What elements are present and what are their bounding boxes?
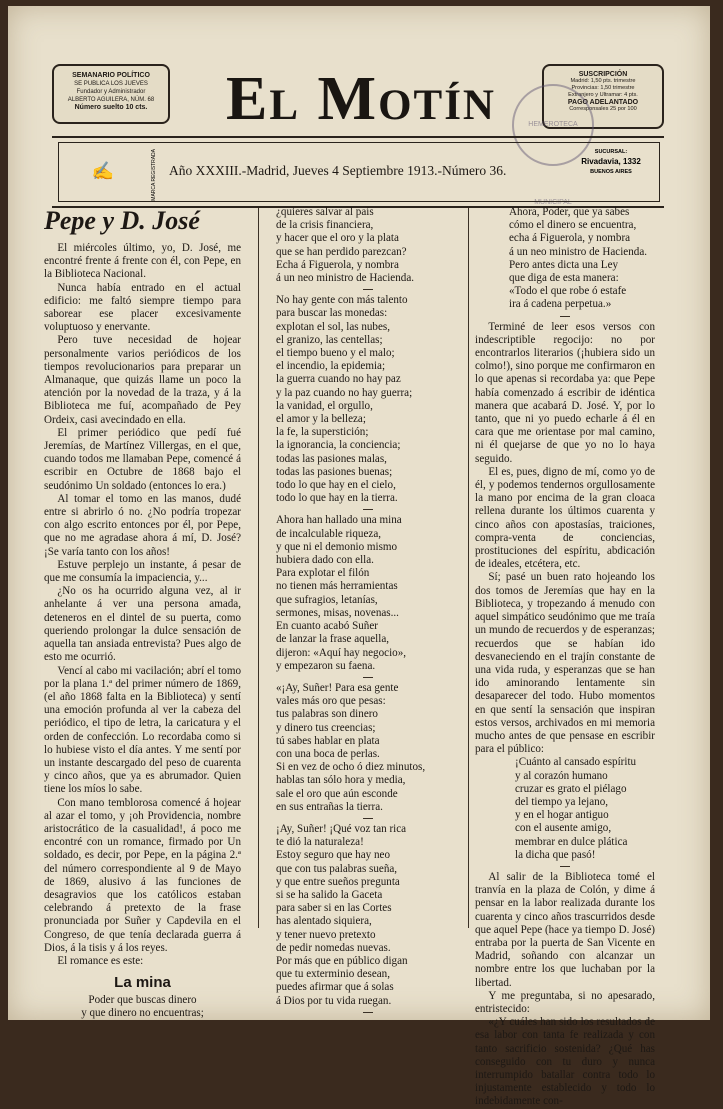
poem-line: y tener nuevo pretexto (276, 928, 376, 941)
column-1 (44, 206, 241, 1021)
poem-line: En cuanto acabó Suñer (276, 620, 378, 633)
poem-line: la guerra cuando no hay paz (276, 373, 401, 386)
poem-line: Poder que buscas dinero (88, 994, 197, 1007)
poem-line: todo lo que hay en la tierra. (276, 492, 398, 505)
poem-line: «Todo el que robe ó estafe (509, 285, 627, 298)
poem-line: á un neo ministro de Hacienda. (509, 245, 648, 258)
left-box-line: SE PUBLICA LOS JUEVES (74, 81, 148, 87)
poem-line: y la paz cuando no hay guerra; (276, 386, 413, 399)
right-box-line: Extranjero y Ultramar: 4 pts. (568, 92, 638, 98)
paragraph: Nunca había entrado en el actual edificio: me faltó siempre tiempo para saborear ese placer excesivamente voluptuoso y enervante. (44, 281, 241, 334)
trademark-text: MARCA REGISTRADA (151, 149, 157, 201)
separator (363, 289, 373, 290)
poem-line: No hay gente con más talento (276, 294, 408, 307)
poem-line: puedes afirmar que á solas (276, 981, 394, 994)
poem-line: que se han perdido parezcan? (276, 245, 407, 258)
poem-line: para buscar las monedas: (276, 307, 388, 320)
paragraph: Terminé de leer esos versos con indescriptible regocijo: no por encontrarlos literarios (¡hubiera sido un colmo!), sino porque me confirmaron en lo que apenas si recordaba ya: que Pepe había comenzado á escribir de idéntica manera que acabará D. José. Y, por lo tanto, que ni yo puedo echarle á él en cara que me orientase por mal camino, ni él quejarse de que yo no lo haya seguido. (475, 320, 655, 465)
poem-line: Para explotar el filón (276, 567, 370, 580)
paragraph: Y me preguntaba, si no apesarado, entristecido: (475, 989, 655, 1015)
poem-line: el incendio, la epidemia; (276, 360, 386, 373)
poem-line: del tiempo ya lejano, (515, 795, 609, 808)
poem-line: y que dinero no encuentras; (81, 1007, 204, 1020)
poem-line: Ahora han hallado una mina (276, 514, 402, 527)
poem-line: la ignorancia, la conciencia; (276, 439, 401, 452)
poem-line: membrar en dulce plática (515, 835, 628, 848)
paragraph: El romance es este: (57, 954, 144, 967)
poem-line: Pero antes dicta una Ley (509, 258, 619, 271)
stanza (276, 294, 460, 505)
poem-line: ira á cadena perpetua.» (509, 298, 612, 311)
poem-line: cómo el dinero se encuentra, (509, 219, 637, 232)
masthead-left-box (52, 64, 170, 124)
dateline: Año XXXIII.-Madrid, Jueves 4 Septiembre 1913.-Número 36. (169, 163, 507, 178)
left-box-line: ALBERTO AGUILERA, NÚM. 68 (67, 97, 155, 103)
poem-line: Ahora, Poder, que ya sabes (509, 206, 630, 218)
stanza (276, 206, 460, 285)
poem-line: la dicha que pasó! (515, 848, 596, 861)
article-heading: Pepe y D. José (44, 206, 200, 235)
newspaper-title: El Motín (226, 65, 496, 133)
separator (363, 1012, 373, 1013)
poem-line: y que ni el demonio mismo (276, 540, 398, 553)
poem-line: todas las pasiones malas, (276, 452, 387, 465)
address-label: SUCURSAL: (594, 149, 628, 155)
poem-line: con el ausente amigo, (515, 822, 612, 835)
right-box-line: PAGO ADELANTADO (567, 99, 639, 106)
poem-line: y empezaron su faena. (276, 659, 376, 672)
paragraph: «¿Y cuáles han sido los resultados de esa labor con tanta fe realizada y con tanto sacrificio sostenida? ¿Qué has conseguido con tu duro y nunca interrumpido batallar contra todo lo injustamente establecido y todo lo indebidamente con- (475, 1016, 655, 1108)
poem-line: de la crisis financiera, (276, 219, 374, 232)
poem-line: vales más oro que pesas: (276, 695, 386, 708)
branch-address (571, 147, 651, 177)
paragraph: Con mano temblorosa comencé á hojear al azar el tomo, y ¡oh Providencia, nombre aristocrático de la casualidad!, á poco me encontré con un romance, firmado por Un soldado, es decir, por Pepe, en la página 2.ª del número correspondiente al 9 de Mayo de 1869, alusivo á las funciones de desagravios que los católicos estaban celebrando á pretexto de la frase pronunciada por Suñer y Capdevila en el Congreso, de que tenía declarada guerra á Dios, á la tisis y á los reyes. (44, 796, 241, 954)
left-box-line: SEMANARIO POLÍTICO (72, 72, 150, 79)
poem-line: que tu exterminio desean, (276, 968, 390, 981)
poem-line: el amor y la belleza; (276, 413, 366, 426)
poem-line: de incalculable riqueza, (276, 527, 382, 540)
left-box-line: Fundador y Administrador (76, 89, 146, 95)
poem-line: Echa á Figuerola, y nombra (276, 258, 399, 271)
poem-line: todas las pasiones buenas; (276, 465, 393, 478)
poem-line: «¡Ay, Suñer! Para esa gente (276, 681, 399, 694)
stamp-text: HEMEROTECA MUNICIPAL (528, 121, 578, 206)
poem-line: si se ha salido la Gaceta (276, 888, 383, 901)
quoted-poem (475, 756, 655, 862)
poem-line: hablas tan sólo hora y media, (276, 774, 406, 787)
poem-line: Por más que en público digan (276, 954, 408, 967)
right-box-line: Madrid: 1,50 pts. trimestre (570, 78, 636, 84)
stanza (276, 823, 460, 1008)
column-2 (276, 206, 460, 1017)
poem-line: y al corazón humano (515, 769, 608, 782)
poem-line: te dió la naturaleza! (276, 836, 364, 849)
paragraph: Sí; pasé un buen rato hojeando los dos tomos de Jeremías que hay en la Biblioteca, y tropezando á menudo con aquel simpático seudónimo que me traía un mundo de recuerdos y de esperanzas; recuerdos que se habían ido desvaneciendo en el trajín constante de una vida ruda, y esperanzas que se han ido aminorando lentamente sin desaparecer del todo. Hubo momentos en que sentí la sensación que inspiran estos versos, archivados en mi memoria mucho antes de que pensase en escribir para el público: (475, 571, 655, 756)
separator (363, 509, 373, 510)
right-box-line: SUSCRIPCIÓN (578, 71, 628, 78)
poem-line: tus palabras son dinero (276, 708, 378, 721)
poem-line: para saber si en las Cortes (276, 902, 392, 915)
stanza (276, 682, 460, 814)
top-rule (52, 136, 664, 138)
cartoon-icon: ✍ (91, 161, 115, 181)
poem-line: ¡Ay, Suñer! ¡Qué voz tan rica (276, 822, 407, 835)
poem-line: explotan el sol, las nubes, (276, 320, 390, 333)
paragraph: El primer periódico que pedí fué Jeremías, de Martínez Villergas, en el que, cuando todos me llamaban Pepe, comencé á escribir en Octubre de 1868 bajo el seudónimo Un soldado (entonces lo era.) (44, 426, 241, 492)
poem-line: con una boca de perlas. (276, 747, 380, 760)
paragraph: ¿No os ha ocurrido alguna vez, al ir anhelante á ver una persona amada, deteneros en el dintel de su puerta, como queriendo prolongar la dulce sensación de aquella tan ansiada entrevista? Pues algo de esto me ocurrió. (44, 585, 241, 664)
poem-line: has alentado siquiera, (276, 915, 372, 928)
poem-line: y en el hogar antiguo (515, 809, 609, 822)
poem-line: á un neo ministro de Hacienda. (276, 272, 415, 285)
poem-line: hubiera dado con ella. (276, 554, 374, 567)
poem-line: á Dios por tu vida ruegan. (276, 994, 392, 1007)
poem-line: echa á Figuerola, y nombra (509, 232, 631, 245)
poem-line: que diga de esta manera: (509, 272, 619, 285)
poem-line: Estoy seguro que hay neo (276, 849, 390, 862)
poem-line: la fe, la superstición; (276, 426, 369, 439)
poem-line: y dinero tus creencias; (276, 721, 376, 734)
poem-line: cruzar es grato el piélago (515, 782, 627, 795)
left-box-line: Número suelto 10 cts. (74, 104, 148, 111)
poem-line: el tiempo bueno y el malo; (276, 347, 395, 360)
poem-line: y que entre sueños pregunta (276, 875, 400, 888)
paragraph: Al tomar el tomo en las manos, dudé entre si abrirlo ó no. ¿No podría tropezar con algo escrito entonces por él, por Pepe, que no me agradase ahora á mí, D. José? ¡Se varía tanto con los años! (44, 492, 241, 558)
separator (560, 866, 570, 867)
separator (363, 677, 373, 678)
paragraph: El es, pues, digno de mí, como yo de él, y podemos tendernos orgullosamente la mano por encima de la gran cloaca rellena durante los últimos cuarenta y cinco años con apostasías, traiciones, compra-venta de conciencias, prostituciones del espíritu, abdicación de ideales, etcétera, etc. (475, 465, 655, 571)
info-bar (58, 142, 660, 202)
address-street: Rivadavia, 1332 (581, 157, 641, 166)
poem-line: que con tus palabras sueña, (276, 862, 398, 875)
poem-start (44, 994, 241, 1020)
poem-line: que sufragios, letanías, (276, 593, 378, 606)
poem-line: en sus entrañas la tierra. (276, 800, 383, 813)
poem-line: ¡Cuánto al cansado espíritu (515, 756, 637, 769)
column-divider (258, 208, 259, 928)
poem-line: la vanidad, el orgullo, (276, 399, 373, 412)
poem-line: tú sabes hablar en plata (276, 734, 380, 747)
paragraph: Vencí al cabo mi vacilación; abrí el tomo por la plana 1.ª del primer número de 1869, (el año 1868 falta en la Biblioteca) y sentí una emoción profunda al ver la cabeza del periódico, el tipo de letra, la caricatura y el orden de confección. Lo recordaba como si lo hubiese visto el día antes. Y me sentí por un instante descargado del peso de cuarenta y cinco años, que ya es abrumador. Quien tiene los míos lo sabe. (44, 664, 241, 796)
separator (560, 316, 570, 317)
stanza (276, 514, 460, 672)
right-box-line: Provincias: 1,50 trimestre (571, 85, 635, 91)
poem-line: de pedir nomedas nuevas. (276, 941, 391, 954)
poem-line: ¿quieres salvar al país (276, 206, 374, 218)
poem-line: dijeron: «Aquí hay negocio», (276, 646, 407, 659)
poem-line: y hacer que el oro y la plata (276, 232, 399, 245)
poem-line: el granizo, las centellas; (276, 333, 383, 346)
stanza (475, 206, 655, 312)
poem-line: todo lo que hay en el cielo, (276, 479, 396, 492)
poem-line: no tienen más herramientas (276, 580, 398, 593)
paragraph: Estuve perplejo un instante, á pesar de que me consumía la impaciencia, y... (44, 558, 241, 585)
paragraph: Al salir de la Biblioteca tomé el tranvía en la plaza de Colón, y dime á pensar en la labor realizada durante los cuarenta y cinco años trascurridos desde que aquel Pepe (hace ya tiempo D. José) entraba por la puerta de San Vicente en Madrid, soñando con alcanzar un nombre entre los que luchaban por la libertad. (475, 870, 655, 989)
poem-title: La mina (114, 974, 171, 992)
paragraph: Pero tuve necesidad de hojear personalmente varios periódicos de los tiempos revolucionarios para preparar un Almanaque, que quizás llame un poco la atención por la novedad de la traza, y á la Biblioteca me fuí, acompañado de Pey Ordeix, casi avecindado en ella. (44, 334, 241, 426)
poem-line: sale el oro que aún esconde (276, 787, 398, 800)
address-city: BUENOS AIRES (590, 169, 632, 175)
poem-line: sermones, misas, novenas... (276, 606, 399, 619)
right-box-line: Corresponsales 25 por 100 (569, 106, 637, 112)
paragraph: El miércoles último, yo, D. José, me encontré frente á frente con él, con Pepe, en la Biblioteca Nacional. (44, 242, 241, 281)
column-3 (475, 206, 655, 1109)
poem-line: de lanzar la frase aquella, (276, 633, 390, 646)
separator (363, 818, 373, 819)
column-divider (468, 208, 469, 928)
poem-line: Si en vez de ocho ó diez minutos, (276, 761, 426, 774)
